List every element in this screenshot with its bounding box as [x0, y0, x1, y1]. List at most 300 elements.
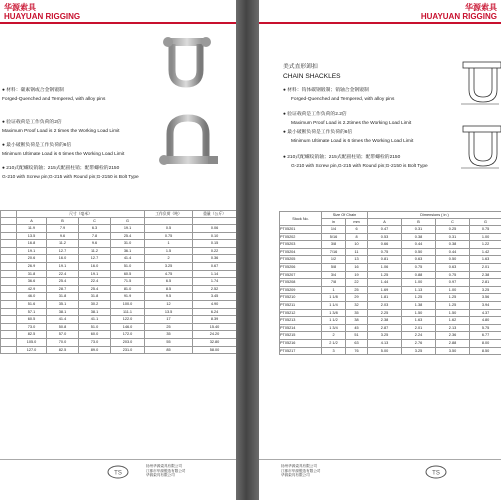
table-cell: 25.4: [111, 232, 145, 240]
header-cell: G: [111, 218, 145, 225]
table-row: [1, 323, 237, 331]
table-cell: 1 1/4: [322, 301, 346, 309]
header-cell: [1, 218, 17, 225]
table-cell: 73.0: [17, 323, 47, 331]
table-cell: 31.0: [111, 240, 145, 248]
table-row: [1, 293, 237, 301]
table-cell: 0.75: [402, 263, 436, 271]
table-cell: 0.36: [193, 255, 236, 263]
header-brand-en: HUAYUAN RIGGING: [420, 12, 497, 21]
table-cell: 127.0: [17, 346, 47, 354]
table-cell: 6: [346, 226, 368, 234]
table-cell: 0.75: [368, 248, 402, 256]
table-cell: 1.25: [368, 271, 402, 279]
table-cell: 60.0: [79, 331, 111, 339]
table-cell: 13.5: [145, 308, 193, 316]
table-cell: 11.2: [47, 240, 79, 248]
table-cell: 46.0: [17, 293, 47, 301]
table-row: [1, 278, 237, 286]
table-cell: 0.47: [368, 226, 402, 234]
table-cell: 0.44: [436, 248, 470, 256]
feature-line: Maximum Proof Load is 2 times the Working Load Limit: [2, 129, 120, 134]
footer-company-info: [281, 464, 321, 478]
table-cell: 7/8: [322, 279, 346, 287]
table-cell: 2.38: [470, 271, 501, 279]
table-cell: 3/8: [322, 241, 346, 249]
table-cell: [1, 278, 17, 286]
table-row: [1, 300, 237, 308]
table-cell: 1/4: [322, 226, 346, 234]
table-cell: 10: [346, 241, 368, 249]
header-cell: Size Of Chain: [322, 212, 368, 219]
table-cell: 1.69: [368, 286, 402, 294]
table-cell: PT05207: [280, 271, 322, 279]
table-cell: 28.7: [47, 285, 79, 293]
table-cell: 19.1: [111, 225, 145, 233]
header-cell: A: [368, 219, 402, 226]
table-cell: 26.9: [17, 262, 47, 270]
table-cell: 71.5: [111, 278, 145, 286]
table-cell: 15.40: [193, 323, 236, 331]
bolt-shackle-photo: [156, 112, 220, 174]
table-row: [1, 308, 237, 316]
table-cell: 0.75: [145, 232, 193, 240]
table-cell: 100.0: [111, 300, 145, 308]
table-cell: 36.6: [17, 278, 47, 286]
table-cell: 51.0: [79, 323, 111, 331]
logo-text: TS: [114, 470, 122, 477]
table-cell: 0.53: [368, 233, 402, 241]
table-cell: 8: [346, 233, 368, 241]
table-cell: 35.1: [47, 300, 79, 308]
table-cell: 16: [346, 263, 368, 271]
header-cell: C: [436, 219, 470, 226]
table-cell: 3.25: [402, 347, 436, 355]
header-cell: A: [17, 218, 47, 225]
shackle-drawing-side: [459, 120, 501, 172]
table-cell: PT05206: [280, 263, 322, 271]
table-cell: 22: [346, 279, 368, 287]
table-cell: 57.1: [17, 308, 47, 316]
table-row: [280, 332, 501, 340]
table-cell: 38.1: [79, 308, 111, 316]
table-cell: 4.13: [368, 339, 402, 347]
table-cell: [1, 240, 17, 248]
right-spec-table: [279, 211, 501, 355]
table-cell: [1, 300, 17, 308]
table-cell: 41.4: [111, 255, 145, 263]
table-row: [280, 241, 501, 249]
book-gutter: [236, 0, 259, 500]
table-cell: 3.25: [368, 332, 402, 340]
table-cell: PT05201: [280, 226, 322, 234]
table-cell: 3.94: [470, 301, 501, 309]
table-cell: 89.0: [79, 346, 111, 354]
right-catalog-page: [259, 0, 501, 500]
table-header-row: [280, 212, 501, 219]
footer-line: 江都市华源锻造有限公司: [281, 468, 321, 473]
feature-line: Forged-Quenched and Tempered, with alloy pins: [291, 97, 395, 102]
table-cell: 1 3/4: [322, 324, 346, 332]
feature-line: Minimum Ultimate Load is 6 times the Working Load Limit: [2, 152, 125, 157]
table-cell: 1.38: [402, 301, 436, 309]
table-cell: 41.1: [79, 316, 111, 324]
table-cell: 24.20: [193, 331, 236, 339]
table-cell: 9.5: [145, 293, 193, 301]
table-cell: PT05216: [280, 339, 322, 347]
table-row: [280, 317, 501, 325]
table-cell: 91.9: [111, 293, 145, 301]
logo-text: TS: [432, 470, 440, 477]
table-cell: PT05214: [280, 324, 322, 332]
table-cell: 2.88: [436, 339, 470, 347]
table-row: [1, 255, 237, 263]
table-cell: 1.00: [436, 286, 470, 294]
table-cell: 19: [346, 271, 368, 279]
table-cell: 0.44: [402, 241, 436, 249]
footer-line: 华源索具有限公司: [146, 473, 175, 478]
table-cell: 2.13: [436, 324, 470, 332]
table-row: [1, 240, 237, 248]
table-cell: 105.0: [17, 338, 47, 346]
header-rule: [0, 22, 236, 24]
feature-line: G-210 with Screw pin,G-215 with Round pin;G-2150 is Bolt Type: [291, 164, 428, 169]
table-cell: 0.10: [193, 232, 236, 240]
table-cell: 8.5: [145, 285, 193, 293]
table-cell: 1: [145, 240, 193, 248]
table-cell: 0.06: [193, 225, 236, 233]
table-cell: 85: [145, 346, 193, 354]
table-cell: 38: [346, 317, 368, 325]
table-row: [1, 316, 237, 324]
table-row: [280, 271, 501, 279]
table-cell: 16.0: [79, 262, 111, 270]
table-cell: [1, 262, 17, 270]
feature-line: ● 验证载荷是工作负荷的2倍: [2, 120, 62, 125]
header-brand-en: HUAYUAN RIGGING: [4, 12, 81, 21]
table-cell: 25.4: [47, 278, 79, 286]
table-cell: 1.13: [402, 286, 436, 294]
table-cell: 2.01: [470, 263, 501, 271]
table-cell: 5/16: [322, 233, 346, 241]
feature-line: ● 材料：钩体碳钢锻制；销轴合金钢锻制: [283, 88, 369, 93]
header-cell: Dimensions ( in ): [368, 212, 501, 219]
table-cell: 31.8: [79, 293, 111, 301]
table-cell: 30.2: [79, 300, 111, 308]
table-row: [1, 270, 237, 278]
table-cell: PT05215: [280, 332, 322, 340]
table-cell: 12.7: [47, 247, 79, 255]
table-cell: 7.8: [79, 232, 111, 240]
table-cell: 122.0: [111, 316, 145, 324]
table-cell: 51: [346, 332, 368, 340]
table-cell: 17: [145, 316, 193, 324]
table-cell: 11.2: [79, 247, 111, 255]
table-cell: 1: [322, 286, 346, 294]
header-cell: Stock No.: [280, 212, 322, 226]
table-cell: 1/2: [322, 256, 346, 264]
table-cell: 29: [346, 294, 368, 302]
table-cell: 3.25: [145, 262, 193, 270]
table-row: [1, 338, 237, 346]
header-cell: [1, 211, 17, 218]
left-catalog-page: [0, 0, 236, 500]
header-cell: 重量（公斤）: [193, 211, 236, 218]
table-cell: 2.25: [368, 309, 402, 317]
table-cell: 0.88: [402, 271, 436, 279]
table-cell: 1.25: [402, 294, 436, 302]
table-cell: 6.5: [145, 278, 193, 286]
table-cell: 36.1: [111, 247, 145, 255]
table-cell: 0.67: [193, 262, 236, 270]
left-spec-table: [0, 210, 236, 354]
header-cell: C: [79, 218, 111, 225]
table-cell: 1.81: [368, 294, 402, 302]
table-cell: 1.63: [402, 317, 436, 325]
header-cell: 尺寸（毫米）: [17, 211, 145, 218]
table-row: [280, 286, 501, 294]
header-cell: mm: [346, 219, 368, 226]
table-cell: 5.75: [470, 324, 501, 332]
header-brand-cn: 华源索具: [465, 3, 497, 12]
section-title-cn: 美式直形卸扣: [283, 64, 318, 70]
header-brand-cn: 华源索具: [4, 3, 36, 12]
table-cell: PT05202: [280, 233, 322, 241]
table-cell: 4.75: [145, 270, 193, 278]
footer-rule: [0, 459, 236, 460]
table-cell: 0.31: [402, 226, 436, 234]
table-cell: [1, 270, 17, 278]
table-cell: 5.00: [368, 347, 402, 355]
table-cell: [1, 331, 17, 339]
feature-line: Forged-Quenched and Tempered, with alloy pins: [2, 97, 106, 102]
feature-line: Minimum Ultimate Load is 6 times the Working Load Limit: [291, 139, 414, 144]
table-cell: 63: [346, 339, 368, 347]
table-cell: 2.52: [193, 285, 236, 293]
table-cell: 22.4: [79, 278, 111, 286]
table-row: [1, 225, 237, 233]
table-cell: 6.77: [470, 332, 501, 340]
table-row: [280, 279, 501, 287]
table-row: [1, 285, 237, 293]
header-cell: in: [322, 219, 346, 226]
feature-line: G-210 with Screw pin;G-215 with Round pin;G-2150 is Bolt Type: [2, 175, 139, 180]
table-cell: 31.8: [47, 293, 79, 301]
table-row: [280, 233, 501, 241]
table-row: [280, 309, 501, 317]
table-cell: 60.5: [17, 316, 47, 324]
table-cell: 32: [346, 301, 368, 309]
table-cell: 6.3: [79, 225, 111, 233]
table-cell: 12.7: [79, 255, 111, 263]
table-cell: 2.03: [368, 301, 402, 309]
table-cell: [1, 293, 17, 301]
table-cell: 111.1: [111, 308, 145, 316]
table-cell: 3.56: [470, 294, 501, 302]
table-cell: 7/16: [322, 248, 346, 256]
table-header-row: [1, 211, 237, 218]
table-cell: 25.4: [79, 285, 111, 293]
table-cell: 70.0: [47, 338, 79, 346]
table-cell: 0.22: [193, 247, 236, 255]
feature-line: ● 210式配螺纹销轴；215式配圆柱销；配带螺栓的2150: [2, 166, 120, 171]
table-cell: 5/8: [322, 263, 346, 271]
table-cell: 3/4: [322, 271, 346, 279]
table-cell: 1 1/8: [322, 294, 346, 302]
table-cell: 1.22: [470, 241, 501, 249]
table-cell: 11: [346, 248, 368, 256]
table-row: [280, 324, 501, 332]
table-cell: PT05217: [280, 347, 322, 355]
table-cell: 2.36: [436, 332, 470, 340]
table-subheader-row: [1, 218, 237, 225]
table-cell: PT05203: [280, 241, 322, 249]
table-cell: 3.25: [470, 286, 501, 294]
table-cell: 2.81: [470, 279, 501, 287]
table-cell: 1 3/8: [322, 309, 346, 317]
table-cell: 1.25: [436, 301, 470, 309]
table-cell: 57.0: [47, 331, 79, 339]
table-cell: 1.44: [368, 279, 402, 287]
table-cell: 1.50: [436, 309, 470, 317]
shackle-drawing-front: [459, 56, 501, 108]
table-cell: 13: [346, 256, 368, 264]
table-cell: 1.42: [470, 248, 501, 256]
table-cell: 51.0: [111, 262, 145, 270]
table-cell: 0.63: [402, 256, 436, 264]
feature-line: Maximum Proof Load is 2.2times the Working Load Limit: [291, 121, 412, 126]
table-cell: 6.24: [193, 308, 236, 316]
table-cell: [1, 338, 17, 346]
table-cell: 25: [346, 286, 368, 294]
table-cell: 9.6: [47, 232, 79, 240]
table-cell: 35: [346, 309, 368, 317]
table-cell: 76: [346, 347, 368, 355]
table-cell: 19.1: [17, 247, 47, 255]
table-cell: 82.5: [17, 331, 47, 339]
table-cell: PT05208: [280, 279, 322, 287]
table-cell: 1.00: [470, 233, 501, 241]
table-cell: 19.1: [47, 262, 79, 270]
table-row: [280, 256, 501, 264]
table-cell: 42.9: [17, 285, 47, 293]
table-cell: 0.38: [436, 241, 470, 249]
table-cell: 0.31: [436, 233, 470, 241]
table-cell: 16.0: [47, 255, 79, 263]
table-cell: 1.63: [470, 256, 501, 264]
table-cell: 0.75: [436, 271, 470, 279]
section-title-en: CHAIN SHACKLES: [283, 73, 341, 80]
table-cell: 60.5: [111, 270, 145, 278]
table-cell: 31.8: [17, 270, 47, 278]
table-cell: 20.6: [17, 255, 47, 263]
table-row: [280, 339, 501, 347]
feature-line: ● 最小破断负荷是工作负荷的6倍: [283, 130, 353, 135]
table-row: [280, 248, 501, 256]
table-cell: 16.8: [17, 240, 47, 248]
table-cell: 0.75: [470, 226, 501, 234]
table-cell: 0.63: [436, 263, 470, 271]
table-cell: 0.50: [402, 248, 436, 256]
table-cell: PT05210: [280, 294, 322, 302]
table-row: [1, 247, 237, 255]
table-cell: 35: [145, 331, 193, 339]
table-cell: 0.97: [436, 279, 470, 287]
table-cell: 231.0: [111, 346, 145, 354]
table-cell: 8.39: [193, 316, 236, 324]
table-cell: 81.0: [111, 285, 145, 293]
table-cell: 2: [322, 332, 346, 340]
table-cell: 146.0: [111, 323, 145, 331]
table-cell: 2 1/2: [322, 339, 346, 347]
table-cell: 3.45: [193, 293, 236, 301]
table-cell: 0.38: [402, 233, 436, 241]
feature-line: ● 210式配螺纹销轴；215式配圆柱销；配带螺栓的2150: [283, 155, 401, 160]
table-cell: 41.4: [47, 316, 79, 324]
table-cell: 7.9: [47, 225, 79, 233]
header-cell: B: [402, 219, 436, 226]
table-cell: 50.8: [47, 323, 79, 331]
table-cell: 1 1/2: [322, 317, 346, 325]
footer-company-info: [146, 464, 186, 478]
table-row: [280, 226, 501, 234]
table-cell: 2.87: [368, 324, 402, 332]
header-cell: [145, 218, 193, 225]
table-cell: PT05204: [280, 248, 322, 256]
table-cell: 2.76: [402, 339, 436, 347]
table-cell: 0.5: [145, 225, 193, 233]
table-cell: [1, 285, 17, 293]
table-cell: 172.0: [111, 331, 145, 339]
table-cell: [1, 225, 17, 233]
table-cell: 19.1: [79, 270, 111, 278]
table-cell: 73.0: [79, 338, 111, 346]
table-row: [280, 347, 501, 355]
table-cell: 1.00: [402, 279, 436, 287]
table-cell: 51.6: [17, 300, 47, 308]
table-cell: PT05209: [280, 286, 322, 294]
table-cell: [1, 247, 17, 255]
table-cell: 4.90: [193, 300, 236, 308]
table-cell: 1.5: [145, 247, 193, 255]
table-cell: 82.5: [47, 346, 79, 354]
table-cell: 8.50: [470, 347, 501, 355]
table-cell: 22.4: [47, 270, 79, 278]
table-cell: [1, 316, 17, 324]
table-row: [1, 262, 237, 270]
table-cell: 32.80: [193, 338, 236, 346]
header-cell: G: [470, 219, 501, 226]
table-cell: 2.38: [368, 317, 402, 325]
table-cell: 0.66: [368, 241, 402, 249]
table-cell: 13.5: [17, 232, 47, 240]
table-row: [280, 301, 501, 309]
table-row: [280, 294, 501, 302]
table-cell: 1.50: [402, 309, 436, 317]
header-cell: [193, 218, 236, 225]
table-row: [1, 346, 237, 354]
table-cell: 3: [322, 347, 346, 355]
table-row: [1, 232, 237, 240]
table-cell: 0.25: [436, 226, 470, 234]
table-cell: 3.50: [436, 347, 470, 355]
table-cell: 4.37: [470, 309, 501, 317]
table-cell: 45: [346, 324, 368, 332]
table-row: [1, 331, 237, 339]
table-cell: [1, 308, 17, 316]
company-logo: [107, 465, 129, 479]
header-cell: 工作负荷（吨）: [145, 211, 193, 218]
